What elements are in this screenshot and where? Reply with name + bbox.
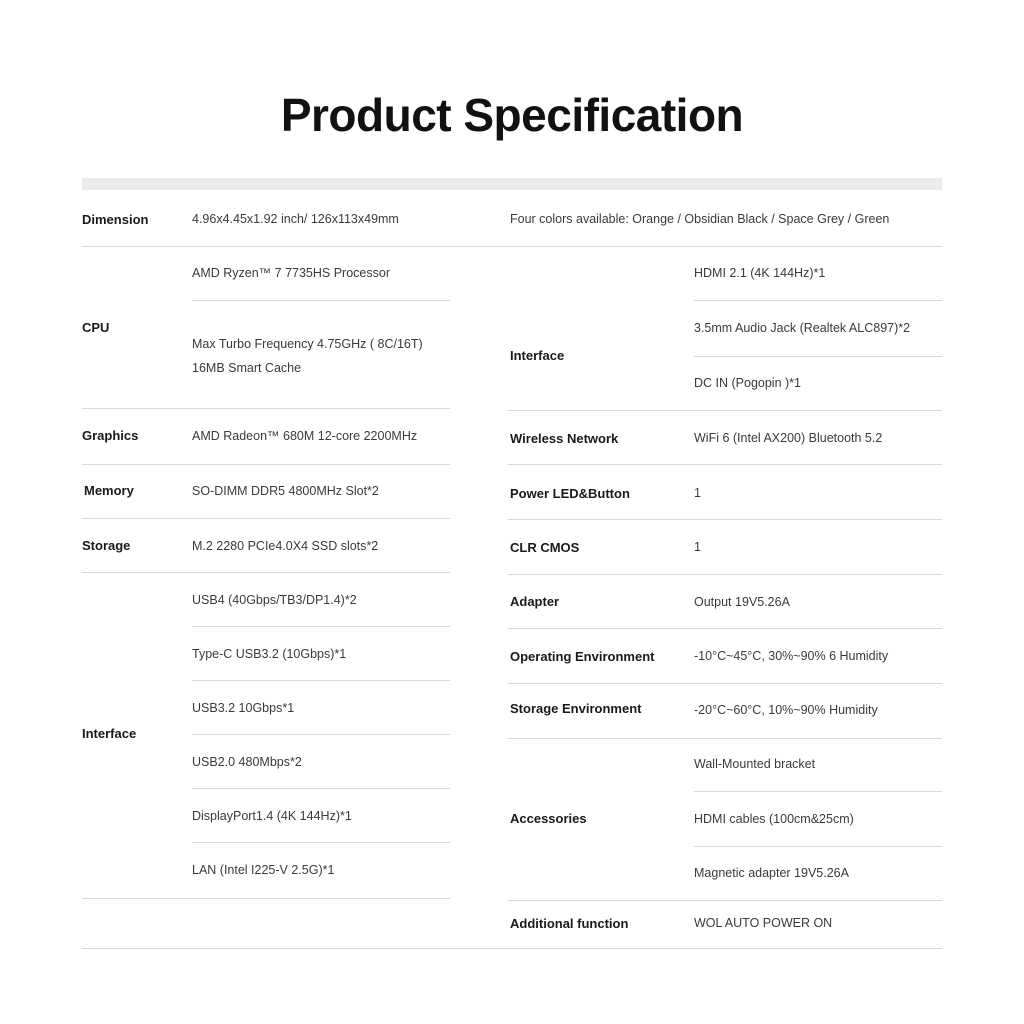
graphics-value: AMD Radeon™ 680M 12-core 2200MHz — [192, 429, 418, 443]
power-value: 1 — [694, 486, 701, 500]
interface-label-left: Interface — [82, 726, 137, 741]
storage-label: Storage — [82, 538, 131, 553]
divider — [508, 683, 942, 684]
divider — [82, 572, 450, 573]
accessory-item: Magnetic adapter 19V5.26A — [694, 866, 849, 880]
divider — [508, 574, 942, 575]
divider — [192, 680, 450, 681]
divider — [192, 842, 450, 843]
dimension-label: Dimension — [82, 212, 149, 227]
clr-label: CLR CMOS — [510, 540, 580, 555]
divider — [192, 626, 450, 627]
divider — [508, 410, 942, 411]
operating-label: Operating Environment — [510, 649, 655, 664]
storage-env-value: -20°C~60°C, 10%~90% Humidity — [694, 703, 878, 717]
interface-item: USB2.0 480Mbps*2 — [192, 755, 302, 769]
additional-value: WOL AUTO POWER ON — [694, 916, 833, 930]
power-label: Power LED&Button — [510, 486, 630, 501]
wireless-value: WiFi 6 (Intel AX200) Bluetooth 5.2 — [694, 431, 883, 445]
interface-item: HDMI 2.1 (4K 144Hz)*1 — [694, 266, 826, 280]
cpu-turbo: Max Turbo Frequency 4.75GHz ( 8C/16T) — [192, 337, 423, 351]
divider — [694, 791, 942, 792]
divider — [508, 900, 942, 901]
adapter-value: Output 19V5.26A — [694, 595, 790, 609]
interface-item: USB4 (40Gbps/TB3/DP1.4)*2 — [192, 593, 357, 607]
divider — [508, 628, 942, 629]
divider — [82, 464, 450, 465]
divider — [82, 246, 942, 247]
accessory-item: HDMI cables (100cm&25cm) — [694, 812, 854, 826]
divider — [508, 464, 942, 465]
operating-value: -10°C~45°C, 30%~90% 6 Humidity — [694, 649, 889, 663]
wireless-label: Wireless Network — [510, 431, 619, 446]
clr-value: 1 — [694, 540, 701, 554]
interface-item: Type-C USB3.2 (10Gbps)*1 — [192, 647, 347, 661]
divider — [82, 898, 450, 899]
interface-item: 3.5mm Audio Jack (Realtek ALC897)*2 — [694, 321, 911, 335]
storage-value: M.2 2280 PCIe4.0X4 SSD slots*2 — [192, 539, 379, 553]
accessories-label: Accessories — [510, 811, 587, 826]
additional-label: Additional function — [510, 916, 629, 931]
divider — [694, 846, 942, 847]
interface-item: LAN (Intel I225-V 2.5G)*1 — [192, 863, 335, 877]
page-title: Product Specification — [280, 89, 744, 141]
divider — [82, 518, 450, 519]
dimension-value: 4.96x4.45x1.92 inch/ 126x113x49mm — [192, 212, 399, 226]
interface-item: DC IN (Pogopin )*1 — [694, 376, 801, 390]
storage-env-label: Storage Environment — [510, 701, 642, 716]
accessory-item: Wall-Mounted bracket — [694, 757, 816, 771]
divider — [694, 300, 942, 301]
divider — [508, 738, 942, 739]
divider — [192, 788, 450, 789]
divider — [694, 356, 942, 357]
cpu-processor: AMD Ryzen™ 7 7735HS Processor — [192, 266, 390, 280]
memory-label: Memory — [84, 483, 134, 498]
divider — [192, 300, 450, 301]
cpu-cache: 16MB Smart Cache — [192, 361, 302, 375]
interface-item: USB3.2 10Gbps*1 — [192, 701, 295, 715]
divider — [82, 948, 942, 949]
header-bar — [82, 178, 942, 190]
cpu-label: CPU — [82, 320, 110, 335]
adapter-label: Adapter — [510, 594, 560, 609]
interface-label-right: Interface — [510, 348, 565, 363]
interface-item: DisplayPort1.4 (4K 144Hz)*1 — [192, 809, 352, 823]
divider — [192, 734, 450, 735]
memory-value: SO-DIMM DDR5 4800MHz Slot*2 — [192, 484, 379, 498]
colors-available: Four colors available: Orange / Obsidian Black / Space Grey / Green — [510, 212, 890, 226]
divider — [508, 519, 942, 520]
divider — [82, 408, 450, 409]
graphics-label: Graphics — [82, 428, 139, 443]
